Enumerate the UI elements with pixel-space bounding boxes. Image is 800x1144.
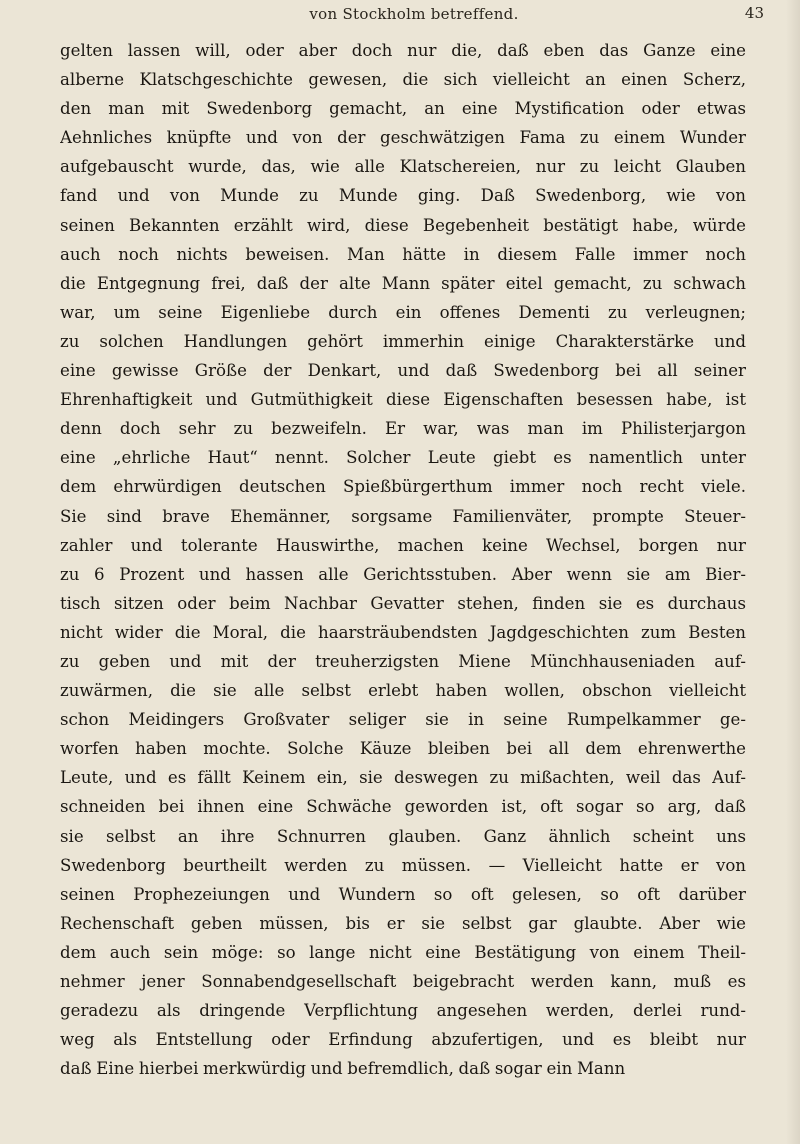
text-line: Swedenborg beurtheilt werden zu müssen. — Vielleicht hatte er von bbox=[60, 855, 746, 875]
text-line: zu 6 Prozent und hassen alle Gerichtsstuben. Aber wenn sie am Bier- bbox=[60, 564, 746, 584]
page-number: 43 bbox=[744, 4, 764, 22]
text-line: geradezu als dringende Verpflichtung angesehen werden, derlei rund- bbox=[60, 1001, 746, 1021]
text-line: gelten lassen will, oder aber doch nur die, daß eben das Ganze eine bbox=[60, 41, 746, 60]
text-line: auch noch nichts beweisen. Man hätte in diesem Falle immer noch bbox=[60, 244, 746, 264]
running-head bbox=[64, 2, 764, 26]
text-line: tisch sitzen oder beim Nachbar Gevatter stehen, finden sie es durchaus bbox=[60, 593, 746, 613]
text-line: war, um seine Eigenliebe durch ein offenes Dementi zu verleugnen; bbox=[60, 302, 746, 322]
text-line: dem ehrwürdigen deutschen Spießbürgerthum immer noch recht viele. bbox=[60, 477, 746, 497]
text-line: zuwärmen, die sie alle selbst erlebt haben wollen, obschon vielleicht bbox=[60, 681, 746, 701]
text-line: aufgebauscht wurde, das, wie alle Klatschereien, nur zu leicht Glauben bbox=[60, 157, 746, 177]
text-line: die Entgegnung frei, daß der alte Mann später eitel gemacht, zu schwach bbox=[60, 273, 746, 293]
text-line: fand und von Munde zu Munde ging. Daß Swedenborg, wie von bbox=[60, 186, 746, 206]
text-line: zu geben und mit der treuherzigsten Miene Münchhauseniaden auf- bbox=[60, 651, 746, 671]
text-line: seinen Prophezeiungen und Wundern so oft gelesen, so oft darüber bbox=[60, 884, 746, 904]
text-line: den man mit Swedenborg gemacht, an eine Mystification oder etwas bbox=[60, 99, 746, 119]
text-line: worfen haben mochte. Solche Käuze bleiben bei all dem ehrenwerthe bbox=[60, 739, 746, 759]
text-line: nicht wider die Moral, die haarsträubendsten Jagdgeschichten zum Besten bbox=[60, 622, 746, 642]
text-line: Rechenschaft geben müssen, bis er sie selbst gar glaubte. Aber wie bbox=[60, 913, 746, 933]
body-text bbox=[60, 36, 746, 1083]
text-line: nehmer jener Sonnabendgesellschaft beigebracht werden kann, muß es bbox=[60, 972, 746, 991]
text-line: Ehrenhaftigkeit und Gutmüthigkeit diese Eigenschaften besessen habe, ist bbox=[60, 390, 746, 410]
text-line: sie selbst an ihre Schnurren glauben. Ganz ähnlich scheint uns bbox=[60, 826, 746, 846]
text-line: Sie sind brave Ehemänner, sorgsame Familienväter, prompte Steuer- bbox=[60, 506, 746, 526]
text-line: dem auch sein möge: so lange nicht eine Bestätigung von einem Theil- bbox=[60, 942, 746, 962]
text-line: zahler und tolerante Hauswirthe, machen keine Wechsel, borgen nur bbox=[60, 535, 746, 555]
text-line: Aehnliches knüpfte und von der geschwätzigen Fama zu einem Wunder bbox=[60, 128, 746, 148]
text-line: eine „ehrliche Haut“ nennt. Solcher Leute giebt es namentlich unter bbox=[60, 448, 746, 468]
text-line: Leute, und es fällt Keinem ein, sie deswegen zu mißachten, weil das Auf- bbox=[60, 768, 746, 788]
text-line: seinen Bekannten erzählt wird, diese Begebenheit bestätigt habe, würde bbox=[60, 215, 746, 235]
text-line: schneiden bei ihnen eine Schwäche geworden ist, oft sogar so arg, daß bbox=[60, 797, 746, 817]
text-line: weg als Entstellung oder Erfindung abzufertigen, und es bleibt nur bbox=[60, 1030, 746, 1050]
running-head-title: von Stockholm betreffend. bbox=[309, 5, 519, 23]
text-line: alberne Klatschgeschichte gewesen, die sich vielleicht an einen Scherz, bbox=[60, 70, 746, 90]
text-line: schon Meidingers Großvater seliger sie in seine Rumpelkammer ge- bbox=[60, 710, 746, 730]
text-line: denn doch sehr zu bezweifeln. Er war, was man im Philisterjargon bbox=[60, 419, 746, 439]
page-edge-shadow bbox=[786, 0, 800, 1144]
text-line: eine gewisse Größe der Denkart, und daß Swedenborg bei all seiner bbox=[60, 361, 746, 381]
text-line: zu solchen Handlungen gehört immerhin einige Charakterstärke und bbox=[60, 331, 746, 351]
text-line: daß Eine hierbei merkwürdig und befremdlich, daß sogar ein Mann bbox=[60, 1059, 626, 1079]
